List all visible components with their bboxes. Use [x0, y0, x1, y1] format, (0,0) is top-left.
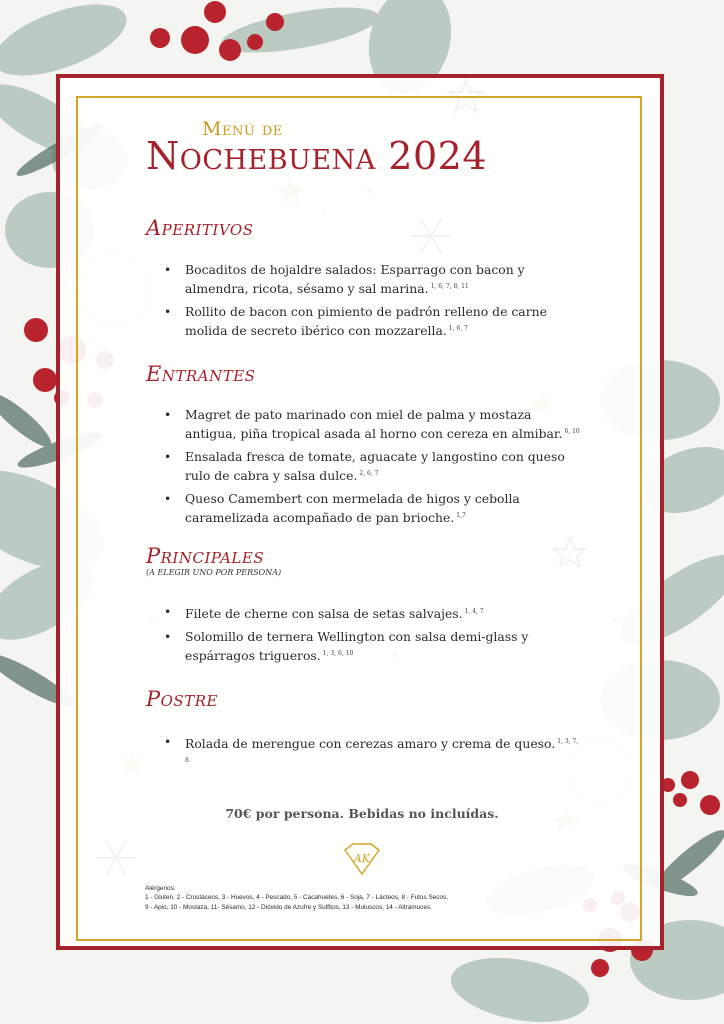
entrantes-list	[150, 406, 580, 532]
list-item: • Magret de pato marinado con miel de palma y mostaza antigua, piña tropical asada al horno con cereza en almibar. $^{6, 10}$	[150, 406, 580, 442]
allergens-line-2: 9 - Apio, 10 - Mostaza, 11- Sésamo, 12 - Dióxido de Azufre y Sulfitos, 13 - Moluscos, 14 - Altramuces.	[145, 903, 432, 911]
allergen-codes: 1, 3, 7, 8	[185, 738, 579, 765]
allergens-line-1: 1 - Gluten, 2 - Crustáceos, 3 - Huevos, 4 - Pescado, 5 - Cacahuetes, 6 - Soja, 7 - Lácteos, 8 - Futos Secos,	[145, 894, 448, 902]
allergen-codes: 1, 6, 7, 8, 11	[430, 283, 469, 290]
allergens-label: Alérgenos:	[145, 885, 176, 892]
allergen-codes: 6, 10	[564, 428, 580, 435]
list-item: • Ensalada fresca de tomate, aguacate y langostino con queso rulo de cabra y salsa dulce. $^{2, 6, 7}$	[150, 448, 580, 484]
list-item: • Solomillo de ternera Wellington con salsa demi-glass y espárragos trigueros. $^{1, 3, 6, 10}$	[150, 628, 580, 664]
section-heading-aperitivos: Aperitivos	[146, 216, 254, 240]
postre-list	[150, 733, 580, 777]
list-item: • Bocaditos de hojaldre salados: Esparrago con bacon y almendra, ricota, sésamo y sal marina. $^{1, 6, 7, 8, 11}$	[150, 261, 580, 297]
svg-text:AK: AK	[353, 852, 371, 865]
allergen-codes: 1, 3, 6, 10	[322, 650, 354, 658]
page-title: Nochebuena 2024	[146, 134, 488, 178]
ak-logo-icon	[341, 842, 383, 876]
list-item: • Queso Camembert con mermelada de higos y cebolla caramelizada acompañado de pan brioche. $^{1,7}$	[150, 490, 580, 526]
allergen-codes: 1, 4, 7	[464, 608, 484, 615]
section-heading-principales: Principales	[146, 544, 265, 568]
list-item: • Rolada de merengue con cerezas amaro y crema de queso. $^{1, 3, 7, 8}$	[150, 733, 580, 771]
allergen-codes: 1, 6, 7	[448, 325, 468, 333]
allergens-legend	[145, 884, 595, 912]
title-line-1: Menú de	[202, 118, 283, 140]
aperitivos-list	[150, 261, 580, 345]
section-subheading: (A ELEGIR UNO POR PERSONA)	[146, 568, 282, 577]
price-note: 70€ por persona. Bebidas no incluídas.	[225, 806, 499, 821]
principales-list	[150, 603, 580, 670]
list-item: • Filete de cherne con salsa de setas salvajes. $^{1, 4, 7}$	[150, 603, 580, 622]
list-item: • Rollito de bacon con pimiento de padrón relleno de carne molida de secreto ibérico con mozzarella. $^{1, 6, 7}$	[150, 303, 580, 339]
section-heading-entrantes: Entrantes	[146, 362, 256, 386]
section-heading-postre: Postre	[146, 687, 218, 711]
allergen-codes: 2, 6, 7	[359, 470, 379, 478]
allergen-codes: 1,7	[456, 512, 466, 520]
